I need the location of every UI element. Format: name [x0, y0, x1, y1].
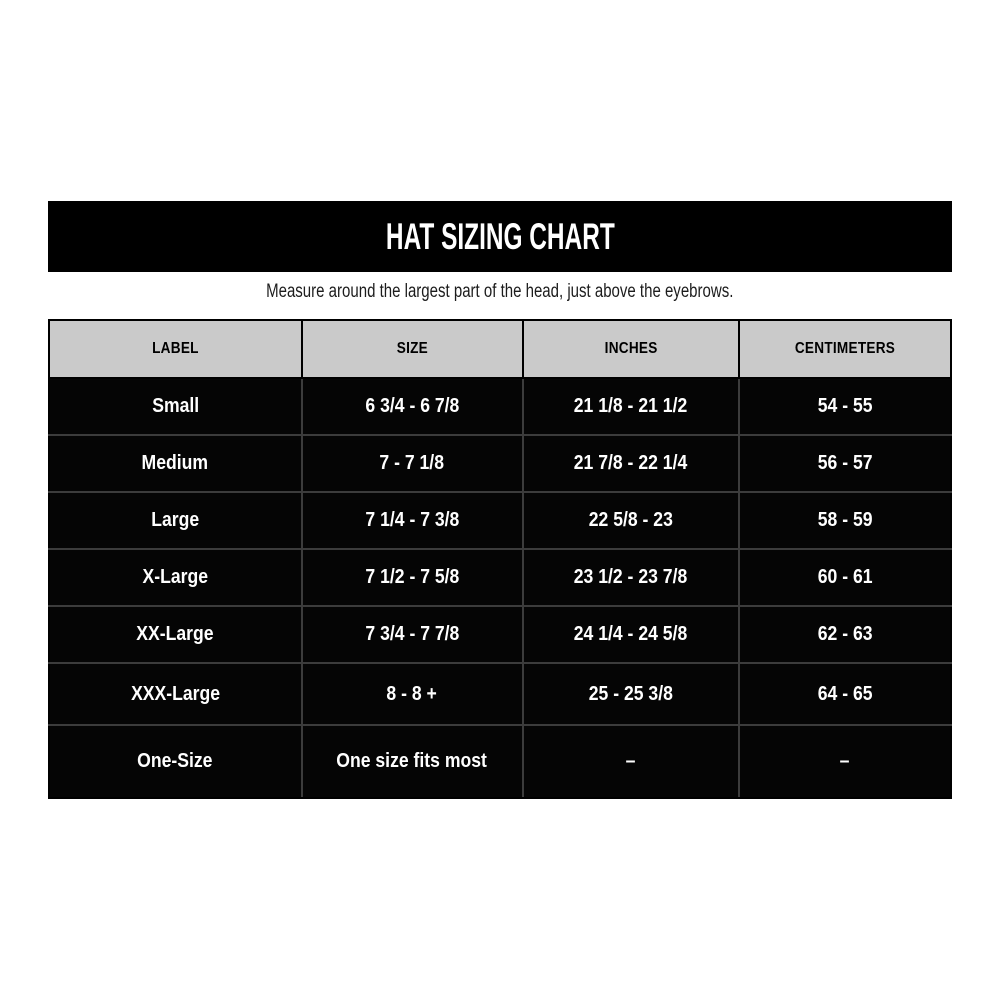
column-header-inches — [523, 320, 739, 378]
column-header-text: CENTIMETERS — [794, 340, 896, 357]
cell-text: XX-Large — [136, 623, 214, 645]
table-cell — [739, 435, 951, 492]
cell-text: 6 3/4 - 6 7/8 — [365, 395, 460, 417]
cell-text: 7 - 7 1/8 — [379, 452, 445, 474]
measuring-instructions — [48, 280, 952, 304]
cell-text: 25 - 25 3/8 — [588, 682, 673, 705]
column-header-text: INCHES — [604, 340, 658, 357]
table-cell — [49, 725, 302, 798]
cell-text: 7 1/2 - 7 5/8 — [365, 566, 460, 588]
table-cell — [302, 663, 523, 725]
table-cell — [302, 435, 523, 492]
hat-sizing-table — [48, 319, 952, 799]
table-row — [49, 435, 951, 492]
table-cell — [523, 606, 739, 663]
table-row — [49, 725, 951, 798]
table-header — [49, 320, 951, 378]
table-cell — [523, 435, 739, 492]
cell-text: Medium — [142, 452, 209, 474]
table-cell — [49, 435, 302, 492]
table-cell — [739, 549, 951, 606]
table-cell — [739, 663, 951, 725]
column-header-text: LABEL — [151, 340, 199, 357]
table-cell — [49, 606, 302, 663]
table-cell — [523, 549, 739, 606]
table-cell — [523, 725, 739, 798]
table-cell — [523, 492, 739, 549]
table-header-row — [49, 320, 951, 378]
table-row — [49, 663, 951, 725]
table-cell — [739, 725, 951, 798]
cell-text: 21 1/8 - 21 1/2 — [574, 395, 688, 417]
table-cell — [739, 378, 951, 435]
table-row — [49, 378, 951, 435]
cell-text: 7 1/4 - 7 3/8 — [365, 509, 460, 531]
table-cell — [302, 725, 523, 798]
cell-text: 23 1/2 - 23 7/8 — [574, 566, 688, 588]
table-cell — [739, 606, 951, 663]
measuring-instructions-text: Measure around the largest part of the head, just above the eyebrows. — [266, 281, 734, 302]
cell-text: One size fits most — [336, 750, 488, 772]
table-cell — [49, 663, 302, 725]
page-title: HAT SIZING CHART — [385, 215, 615, 257]
cell-text: 7 3/4 - 7 7/8 — [365, 623, 460, 645]
column-header-size — [302, 320, 523, 378]
table-cell — [302, 549, 523, 606]
table-cell — [302, 606, 523, 663]
table-cell — [49, 378, 302, 435]
cell-text: Small — [151, 395, 199, 417]
cell-text: 24 1/4 - 24 5/8 — [574, 623, 688, 645]
cell-text: X-Large — [142, 566, 209, 588]
table-row — [49, 606, 951, 663]
table-cell — [302, 492, 523, 549]
cell-text: 21 7/8 - 22 1/4 — [574, 452, 688, 474]
column-header-centimeters — [739, 320, 951, 378]
cell-text: 56 - 57 — [817, 452, 873, 474]
cell-text: XXX-Large — [130, 682, 220, 705]
table-cell — [523, 378, 739, 435]
size-table-body — [49, 378, 951, 798]
cell-text: 60 - 61 — [817, 566, 873, 588]
cell-text: 58 - 59 — [817, 509, 873, 531]
table-row — [49, 549, 951, 606]
cell-text: 64 - 65 — [817, 682, 873, 705]
cell-text: Large — [151, 509, 200, 531]
cell-text: 62 - 63 — [817, 623, 873, 645]
cell-text: 22 5/8 - 23 — [588, 509, 673, 531]
table-row — [49, 492, 951, 549]
column-header-text: SIZE — [396, 340, 428, 357]
cell-text: 54 - 55 — [817, 395, 873, 417]
table-cell — [739, 492, 951, 549]
table-cell — [49, 492, 302, 549]
table-cell — [49, 549, 302, 606]
cell-text: 8 - 8 + — [386, 682, 438, 705]
table-cell — [302, 378, 523, 435]
table-cell — [523, 663, 739, 725]
sizing-chart-panel — [48, 0, 952, 799]
title-bar — [48, 201, 952, 272]
cell-text: – — [840, 750, 850, 772]
cell-text: – — [625, 750, 636, 772]
column-header-label — [49, 320, 302, 378]
cell-text: One-Size — [137, 750, 213, 772]
